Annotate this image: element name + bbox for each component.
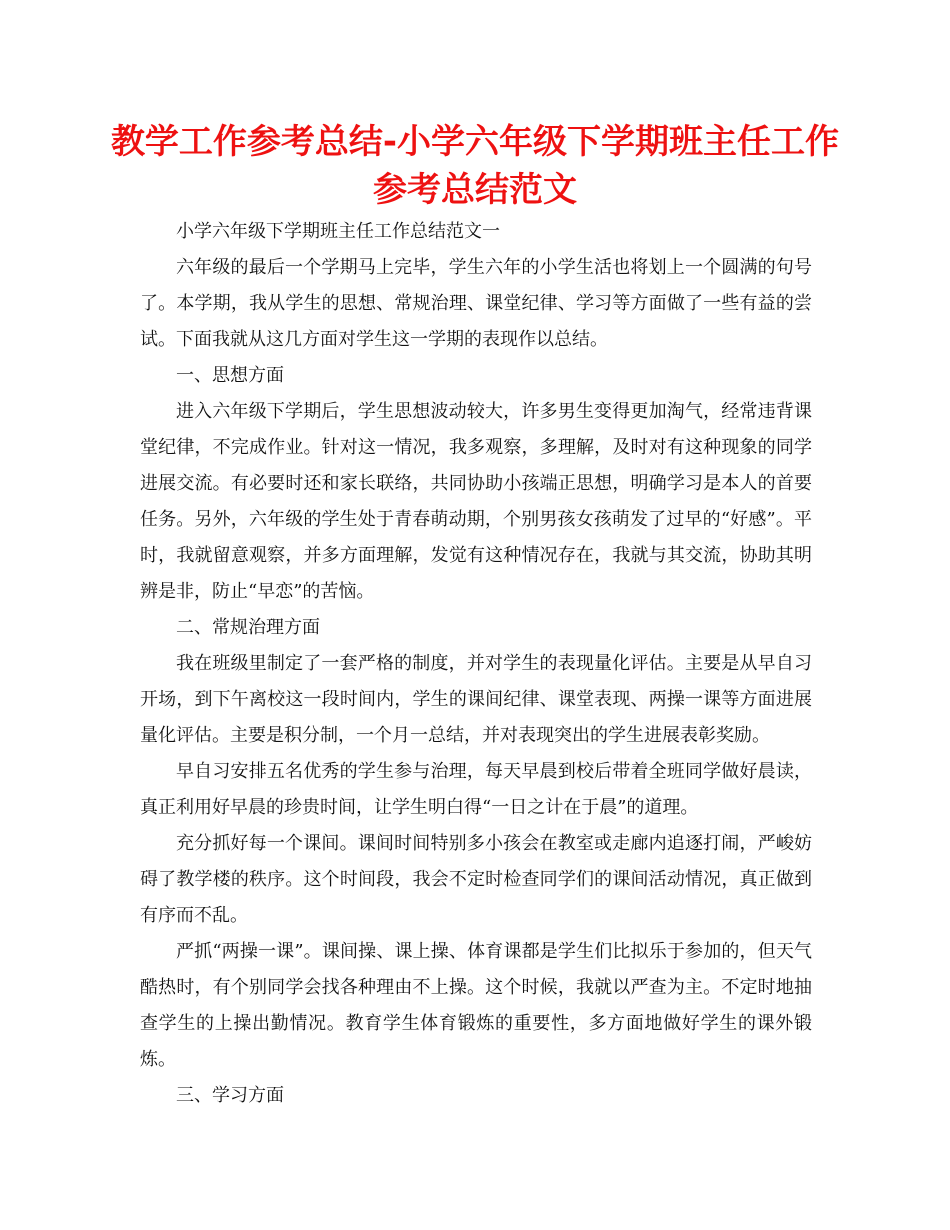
- document-body: [140, 214, 812, 1114]
- section-heading: 二、常规治理方面: [176, 617, 320, 638]
- intro-paragraph: 六年级的最后一个学期马上完毕，学生六年的小学生活也将划上一个圆满的句号了。本学期，我从学生的思想、常规治理、课堂纪律、学习等方面做了一些有益的尝试。下面我就从这几方面对学生这一学期的表现作以总结。: [140, 257, 812, 350]
- body-paragraph: 早自习安排五名优秀的学生参与治理，每天早晨到校后带着全班同学做好晨读，真正利用好早晨的珍贵时间，让学生明白得“一日之计在于晨”的道理。: [140, 761, 812, 818]
- subtitle-paragraph: 小学六年级下学期班主任工作总结范文一: [176, 221, 500, 242]
- section-heading: 三、学习方面: [176, 1085, 284, 1106]
- body-paragraph: 严抓“两操一课”。课间操、课上操、体育课都是学生们比拟乐于参加的，但天气酷热时，有个别同学会找各种理由不上操。这个时候，我就以严查为主。不定时地抽查学生的上操出勤情况。教育学生体育锻炼的重要性，多方面地做好学生的课外锻炼。: [140, 941, 812, 1070]
- section-heading: 一、思想方面: [176, 365, 284, 386]
- body-paragraph: 充分抓好每一个课间。课间时间特别多小孩会在教室或走廊内追逐打闹，严峻妨碍了教学楼的秩序。这个时间段，我会不定时检查同学们的课间活动情况，真正做到有序而不乱。: [140, 833, 812, 926]
- document-title: 教学工作参考总结-小学六年级下学期班主任工作参考总结范文: [110, 122, 840, 210]
- body-paragraph: 我在班级里制定了一套严格的制度，并对学生的表现量化评估。主要是从早自习开场，到下午离校这一段时间内，学生的课间纪律、课堂表现、两操一课等方面进展量化评估。主要是积分制，一个月一总结，并对表现突出的学生进展表彰奖励。: [140, 653, 812, 746]
- body-paragraph: 进入六年级下学期后，学生思想波动较大，许多男生变得更加淘气，经常违背课堂纪律，不完成作业。针对这一情况，我多观察，多理解，及时对有这种现象的同学进展交流。有必要时还和家长联络，共同协助小孩端正思想，明确学习是本人的首要任务。另外，六年级的学生处于青春萌动期，个别男孩女孩萌发了过早的“好感”。平时，我就留意观察，并多方面理解，发觉有这种情况存在，我就与其交流，协助其明辨是非，防止“早恋”的苦恼。: [140, 401, 812, 602]
